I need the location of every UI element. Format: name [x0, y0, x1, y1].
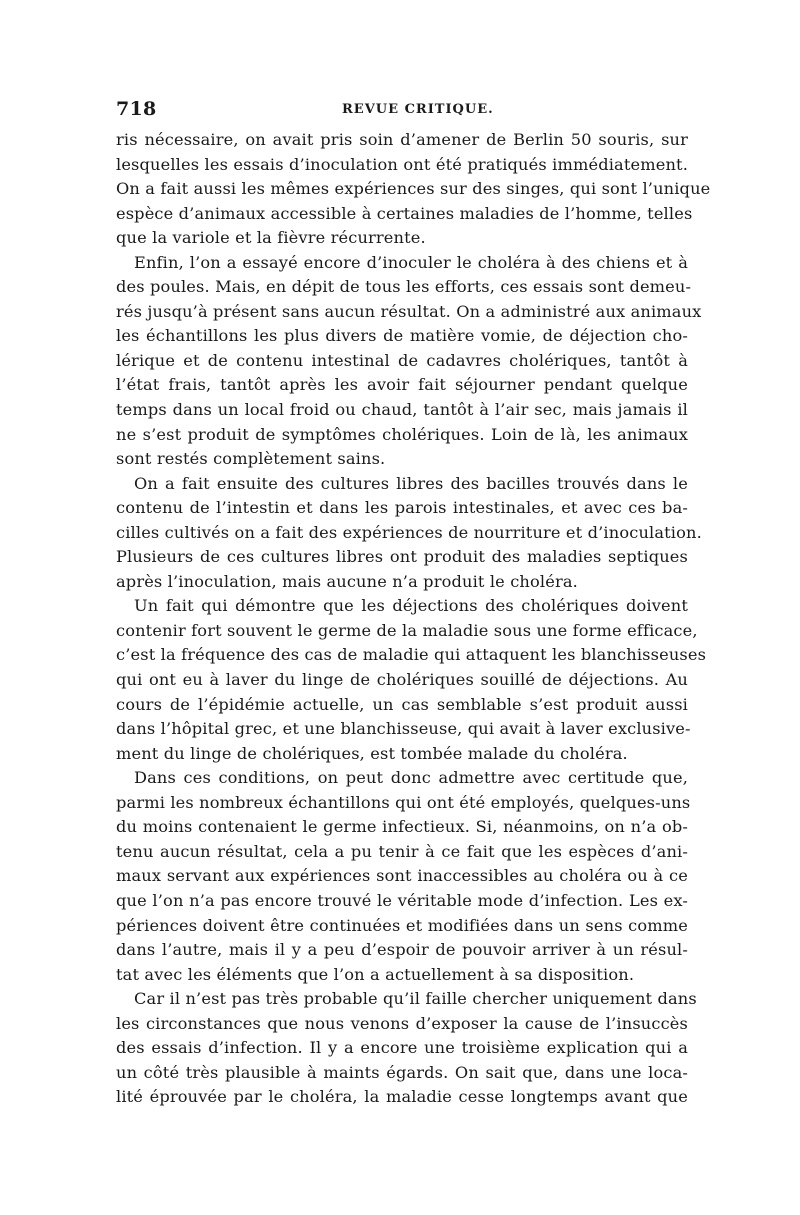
text-line: lesquelles les essais d’inoculation ont été pratiqués immédiatement.	[116, 154, 688, 174]
text-line: dans l’autre, mais il y a peu d’espoir de pouvoir arriver à un résul-	[116, 940, 688, 960]
journal-title: REVUE CRITIQUE.	[342, 102, 494, 117]
text-line: ment du linge de cholériques, est tombée malade du choléra.	[116, 743, 628, 763]
text-line: Dans ces conditions, on peut donc admettre avec certitude que,	[134, 768, 688, 788]
running-head	[116, 98, 686, 122]
text-line: tenu aucun résultat, cela a pu tenir à ce fait que les espèces d’ani-	[116, 841, 688, 861]
text-line: espèce d’animaux accessible à certaines maladies de l’homme, telles	[116, 203, 693, 223]
text-line: qui ont eu à laver du linge de cholériques souillé de déjections. Au	[116, 670, 688, 690]
text-line: ris nécessaire, on avait pris soin d’amener de Berlin 50 souris, sur	[116, 130, 688, 149]
body-text	[116, 128, 711, 1110]
paragraph	[116, 472, 702, 595]
paragraph	[116, 987, 697, 1110]
paragraph	[116, 128, 711, 251]
paragraph	[116, 766, 691, 987]
text-line: périences doivent être continuées et modifiées dans un sens comme	[116, 915, 688, 935]
text-line: ne s’est produit de symptômes cholériques. Loin de là, les animaux	[116, 424, 688, 444]
text-line: que la variole et la fièvre récurrente.	[116, 228, 426, 248]
text-line: lité éprouvée par le choléra, la maladie cesse longtemps avant que	[116, 1087, 688, 1107]
text-line: cilles cultivés on a fait des expériences de nourriture et d’inoculation.	[116, 522, 702, 542]
text-line: contenir fort souvent le germe de la maladie sous une forme efficace,	[116, 620, 698, 640]
text-line: sont restés complètement sains.	[116, 449, 386, 469]
text-line: dans l’hôpital grec, et une blanchisseuse, qui avait à laver exclusive-	[116, 719, 691, 739]
text-line: lérique et de contenu intestinal de cadavres cholériques, tantôt à	[116, 350, 688, 370]
text-line: Car il n’est pas très probable qu’il faille chercher uniquement dans	[134, 989, 697, 1009]
text-line: un côté très plausible à maints égards. On sait que, dans une loca-	[116, 1062, 688, 1082]
text-line: après l’inoculation, mais aucune n’a produit le choléra.	[116, 571, 578, 591]
text-line: temps dans un local froid ou chaud, tantôt à l’air sec, mais jamais il	[116, 400, 688, 420]
text-line: Un fait qui démontre que les déjections des cholériques doivent	[134, 596, 688, 616]
text-line: l’état frais, tantôt après les avoir fait séjourner pendant quelque	[116, 375, 688, 395]
text-line: tat avec les éléments que l’on a actuellement à sa disposition.	[116, 964, 635, 984]
paragraph	[116, 594, 707, 766]
text-line: c’est la fréquence des cas de maladie qui attaquent les blanchisseuses	[116, 645, 707, 665]
text-line: les échantillons les plus divers de matière vomie, de déjection cho-	[116, 326, 688, 346]
text-line: cours de l’épidémie actuelle, un cas semblable s’est produit aussi	[116, 694, 688, 714]
paragraph	[116, 251, 702, 472]
page-number: 718	[116, 98, 157, 120]
text-line: des poules. Mais, en dépit de tous les efforts, ces essais sont demeu-	[116, 277, 692, 297]
text-line: des essais d’infection. Il y a encore une troisième explication qui a	[116, 1038, 688, 1058]
text-line: rés jusqu’à présent sans aucun résultat. On a administré aux animaux	[116, 301, 702, 321]
text-line: Plusieurs de ces cultures libres ont produit des maladies septiques	[116, 547, 688, 567]
text-line: que l’on n’a pas encore trouvé le véritable mode d’infection. Les ex-	[116, 890, 688, 910]
text-line: On a fait aussi les mêmes expériences sur des singes, qui sont l’unique	[116, 179, 711, 199]
text-line: On a fait ensuite des cultures libres des bacilles trouvés dans le	[134, 473, 688, 493]
text-line: les circonstances que nous venons d’exposer la cause de l’insuccès	[116, 1013, 688, 1033]
text-line: du moins contenaient le germe infectieux. Si, néanmoins, on n’a ob-	[116, 817, 688, 837]
text-line: Enfin, l’on a essayé encore d’inoculer le choléra à des chiens et à	[134, 252, 688, 272]
text-line: maux servant aux expériences sont inaccessibles au choléra ou à ce	[116, 866, 688, 886]
text-line: contenu de l’intestin et dans les parois intestinales, et avec ces ba-	[116, 498, 688, 518]
text-line: parmi les nombreux échantillons qui ont été employés, quelques-uns	[116, 792, 691, 812]
